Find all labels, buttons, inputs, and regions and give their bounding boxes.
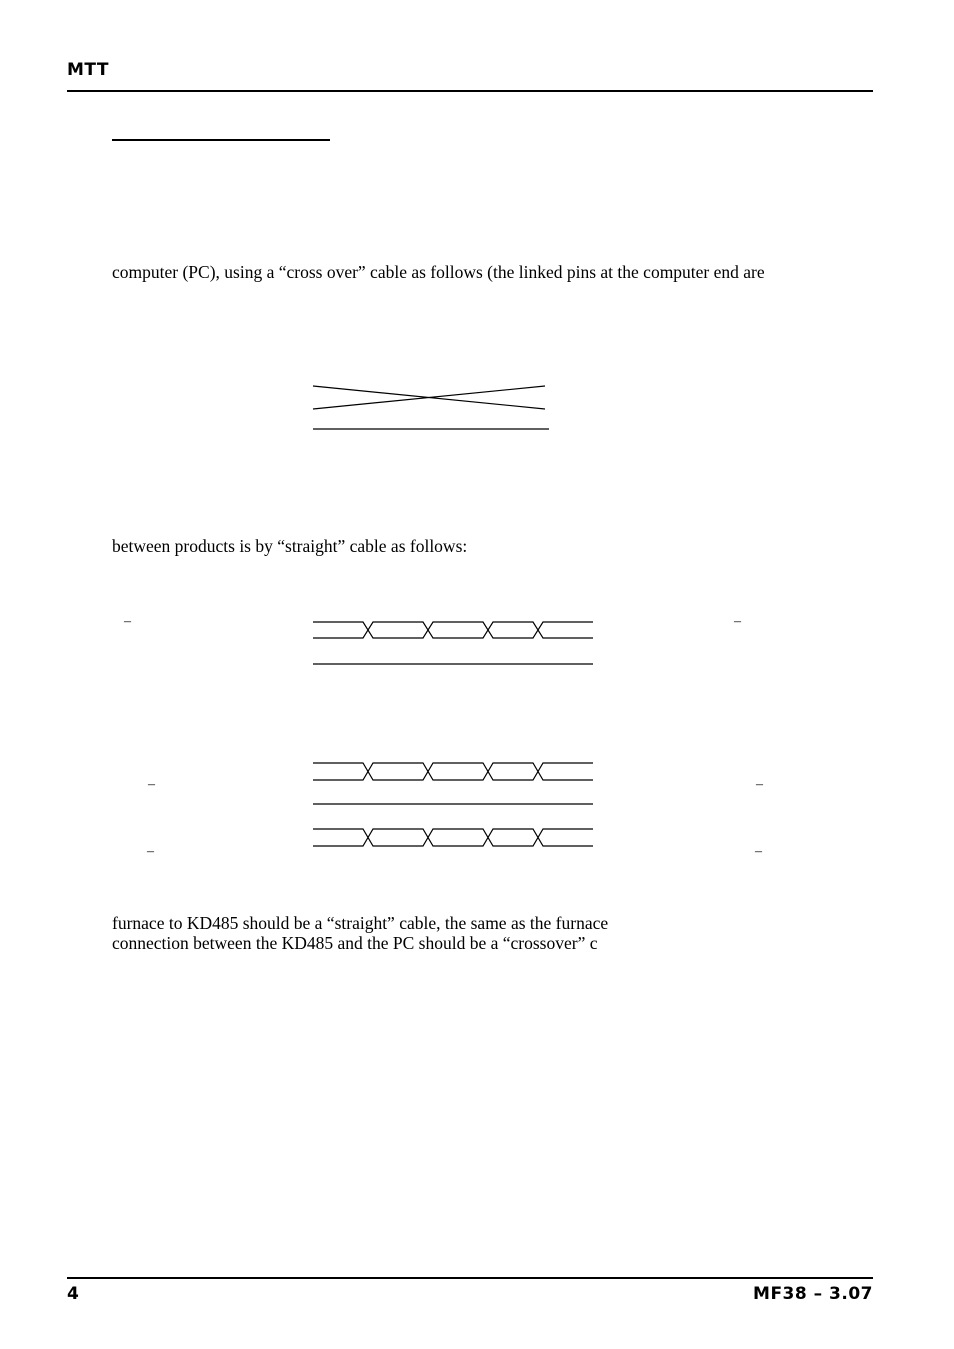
- paragraph-straight-cable: between products is by “straight” cable as follows:: [112, 536, 468, 556]
- document-code: MF38 – 3.07: [753, 1284, 873, 1304]
- pin-dash-mark: –: [147, 844, 154, 859]
- pin-dash-mark: –: [148, 777, 155, 792]
- paragraph-kd485-line-2: connection between the KD485 and the PC should be a “crossover” c: [112, 933, 598, 953]
- straight-cable-diagram-1: [313, 622, 593, 664]
- pin-dash-mark: –: [734, 614, 741, 629]
- twisted-pair-wire-b: [313, 763, 593, 780]
- paragraph-crossover-cable: computer (PC), using a “cross over” cable as follows (the linked pins at the computer end are: [112, 262, 765, 282]
- crossover-cable-diagram: [313, 386, 549, 429]
- paragraph-kd485-line-1: furnace to KD485 should be a “straight” cable, the same as the furnace: [112, 913, 609, 933]
- twisted-pair-wire-a: [313, 622, 593, 638]
- pin-dash-mark: –: [124, 614, 131, 629]
- header-title: MTT: [67, 60, 109, 80]
- twisted-pair-wire-b: [313, 622, 593, 638]
- footer-rule: [67, 1277, 873, 1279]
- crossover-wire-a: [313, 386, 545, 409]
- section-heading-underline: [112, 139, 330, 141]
- twisted-pair-wire-a: [313, 763, 593, 780]
- header-rule: [67, 90, 873, 92]
- pin-dash-mark: –: [756, 777, 763, 792]
- straight-cable-diagram-2: [313, 763, 593, 846]
- pin-dash-mark: –: [755, 844, 762, 859]
- twisted-pair-wire-d: [313, 829, 593, 846]
- crossover-wire-b: [313, 386, 545, 409]
- page-number: 4: [67, 1284, 79, 1304]
- twisted-pair-wire-c: [313, 829, 593, 846]
